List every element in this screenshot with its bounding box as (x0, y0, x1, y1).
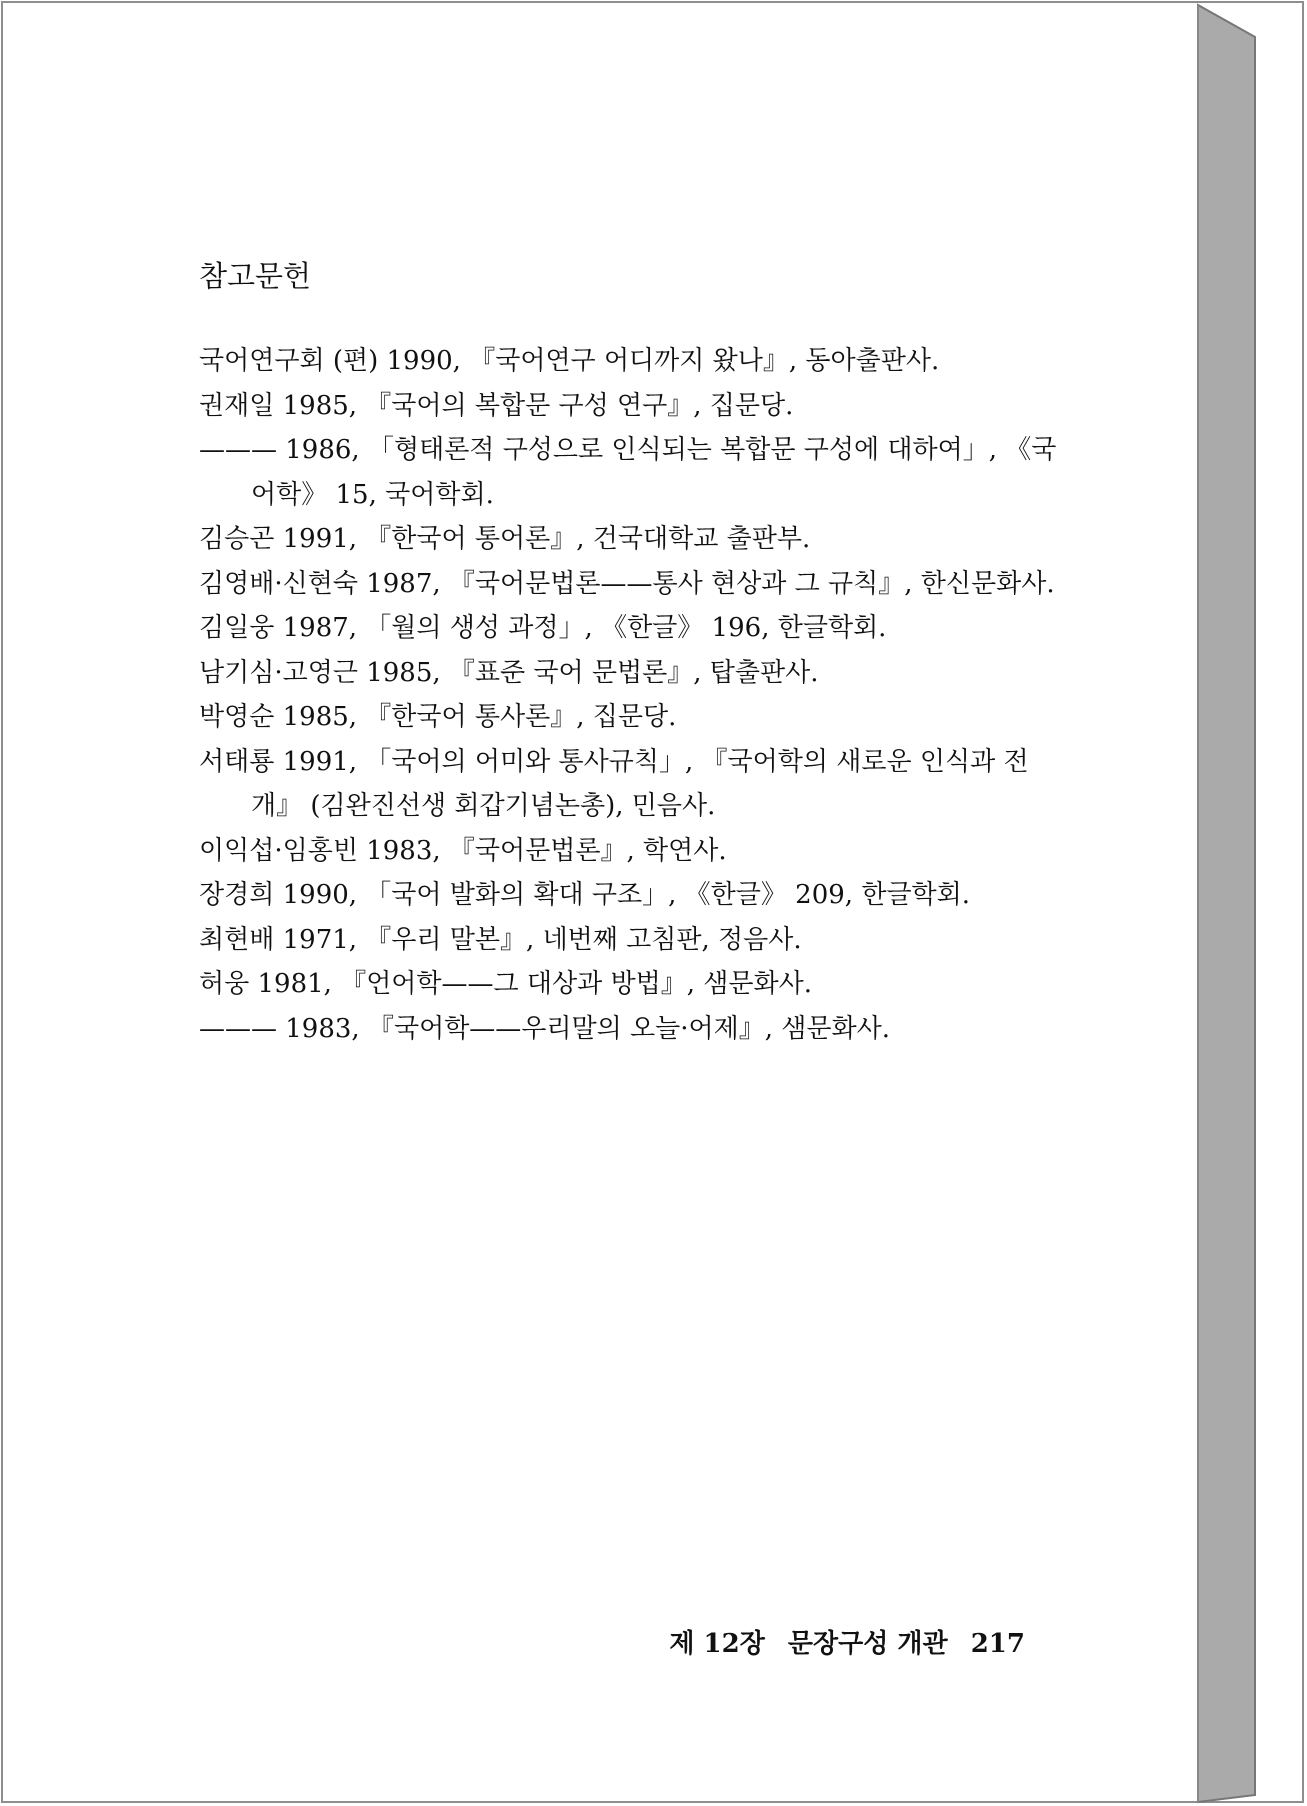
reference-item: ——— 1983, 『국어학——우리말의 오늘·어제』, 샘문화사. (199, 1013, 891, 1044)
reference-item: 김영배·신현숙 1987, 『국어문법론——통사 현상과 그 규칙』, 한신문화사. (199, 568, 1055, 599)
footer-chapter: 제 12장 (669, 1629, 765, 1659)
reference-item: 국어연구회 (편) 1990, 『국어연구 어디까지 왔나』, 동아출판사. (199, 346, 940, 376)
reference-item: 권재일 1985, 『국어의 복합문 구성 연구』, 집문당. (199, 390, 794, 421)
reference-item: 이익섭·임홍빈 1983, 『국어문법론』, 학연사. (199, 835, 727, 866)
page-number: 217 (970, 1629, 1025, 1659)
reference-item: 김일웅 1987, 「월의 생성 과정」, 《한글》 196, 한글학회. (199, 613, 887, 643)
reference-item: 장경희 1990, 「국어 발화의 확대 구조」, 《한글》 209, 한글학회. (199, 880, 971, 910)
reference-item: 허웅 1981, 『언어학——그 대상과 방법』, 샘문화사. (199, 969, 813, 999)
reference-item: ——— 1986, 「형태론적 구성으로 인식되는 복합문 구성에 대하여」, 《국어학》 15, 국어학회. (199, 435, 1057, 510)
page-content (199, 254, 1059, 1051)
reference-item: 김승곤 1991, 『한국어 통어론』, 건국대학교 출판부. (199, 524, 811, 554)
section-heading: 참고문헌 (199, 259, 312, 293)
reference-item: 남기심·고영근 1985, 『표준 국어 문법론』, 탑출판사. (199, 657, 819, 688)
reference-list (199, 339, 1059, 1051)
reference-item: 박영순 1985, 『한국어 통사론』, 집문당. (199, 702, 677, 732)
running-footer (669, 1623, 1025, 1660)
reference-item: 서태룡 1991, 「국어의 어미와 통사규칙」, 『국어학의 새로운 인식과 전개』 (김완진선생 회갑기념논총), 민음사. (199, 746, 1029, 821)
reference-item: 최현배 1971, 『우리 말본』, 네번째 고침판, 정음사. (199, 924, 802, 955)
footer-title: 문장구성 개관 (787, 1629, 948, 1659)
